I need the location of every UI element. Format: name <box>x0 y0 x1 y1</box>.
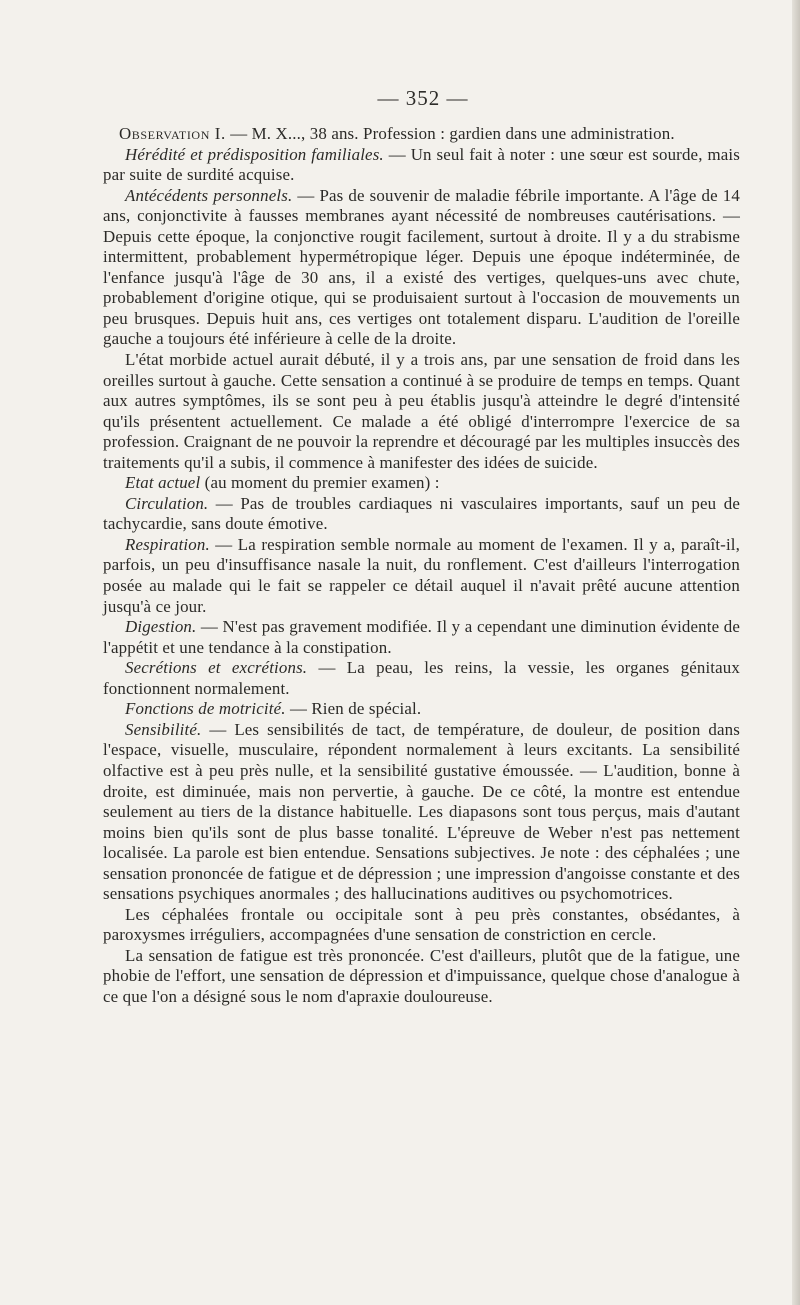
respiration-heading: Respiration. <box>125 534 210 554</box>
cephalees-text: Les céphalées frontale ou occipitale sont à peu près constantes, obsédantes, à paroxysmes irréguliers, accompagnées d'une sensation de constriction en cercle. <box>103 904 740 945</box>
sensibilite-text: — Les sensibilités de tact, de température, de douleur, de position dans l'espace, visuelle, musculaire, répondent normalement à leurs excitants. La sensibilité olfactive est à peu près nulle, et la sensibilité gustative émoussée. — L'audition, bonne à droite, est diminuée, mais non pervertie, à gauche. De ce côté, la montre est entendue seulement au tiers de la distance habituelle. Les diapasons sont tous perçus, mais d'autant moins bien qu'ils sont de plus basse tonalité. L'épreuve de Weber n'est pas nettement localisée. La parole est bien entendue. Sensations subjectives. Je note : des céphalées ; une sensation prononcée de fatigue et de dépression ; une impression d'angoisse constante et des sensations psychiques anormales ; des hallucinations auditives ou psychomotrices. <box>103 719 740 904</box>
paragraph-etat-morbide <box>103 350 740 473</box>
circulation-text: — Pas de troubles cardiaques ni vasculaires importants, sauf un peu de tachycardie, sans doute émotive. <box>103 493 740 534</box>
antecedents-heading: Antécédents personnels. <box>125 185 293 205</box>
paragraph-heredite <box>103 145 740 186</box>
paragraph-etat-actuel <box>103 473 740 494</box>
motricite-heading: Fonctions de motricité. <box>125 699 286 719</box>
sensibilite-heading: Sensibilité. <box>125 719 202 739</box>
heredite-heading: Hérédité et prédisposition familiales. <box>125 144 384 164</box>
paragraph-cephalees <box>103 905 740 946</box>
body-text <box>103 124 740 1008</box>
paragraph-circulation <box>103 494 740 535</box>
respiration-text: — La respiration semble normale au moment de l'examen. Il y a, paraît-il, parfois, un peu d'insuffisance nasale la nuit, du ronflement. C'est d'ailleurs l'interrogation posée au malade qui le fait se rappeler ce détail auquel il n'avait prêté aucune attention jusqu'à ce jour. <box>103 534 740 616</box>
heredite-text: — Un seul fait à noter : une sœur est sourde, mais par suite de surdité acquise. <box>103 144 740 185</box>
circulation-heading: Circulation. <box>125 493 209 513</box>
paragraph-respiration <box>103 535 740 617</box>
paragraph-digestion <box>103 617 740 658</box>
antecedents-text: — Pas de souvenir de maladie fébrile importante. A l'âge de 14 ans, conjonctivite à fausses membranes ayant nécessité de nombreuses cautérisations. — Depuis cette époque, la conjonctive rougit facilement, surtout à droite. Il y a du strabisme intermittent, probablement hypermétropique léger. Depuis une époque indéterminée, de l'enfance jusqu'à l'âge de 30 ans, il a existé des vertiges, quelques-uns avec chute, probablement d'origine otique, qui se produisaient surtout à l'occasion de mouvements un peu brusques. Depuis huit ans, ces vertiges ont totalement disparu. L'audition de l'oreille gauche a toujours été inférieure à celle de la droite. <box>103 185 741 349</box>
page-edge <box>792 0 800 1305</box>
paragraph-sensibilite <box>103 720 740 905</box>
secretions-text: — La peau, les reins, la vessie, les organes génitaux fonctionnent normalement. <box>103 658 740 698</box>
fatigue-text: La sensation de fatigue est très prononcée. C'est d'ailleurs, plutôt que de la fatigue, une phobie de l'effort, une sensation de dépression et d'impuissance, quelque chose d'analogue à ce que l'on a désigné sous le nom d'apraxie douloureuse. <box>103 945 740 1006</box>
digestion-heading: Digestion. <box>125 617 197 637</box>
motricite-text: — Rien de spécial. <box>285 699 422 719</box>
etat-actuel-heading: Etat actuel <box>125 473 201 493</box>
paragraph-observation <box>103 124 740 145</box>
observation-heading: Observation I. <box>119 124 226 143</box>
digestion-text: — N'est pas gravement modifiée. Il y a cependant une diminution évidente de l'appétit et une tendance à la constipation. <box>103 617 740 657</box>
paragraph-motricite <box>103 699 740 720</box>
observation-text: — M. X..., 38 ans. Profession : gardien dans une administration. <box>225 124 675 143</box>
secretions-heading: Secrétions et excrétions. <box>125 658 308 678</box>
paragraph-secretions <box>103 658 740 699</box>
etat-actuel-text: (au moment du premier examen) : <box>200 473 440 493</box>
paragraph-antecedents <box>103 186 740 350</box>
page-number: — 352 — <box>377 86 469 110</box>
etat-morbide-text: L'état morbide actuel aurait débuté, il y a trois ans, par une sensation de froid dans les oreilles surtout à gauche. Cette sensation a continué à se produire de temps en temps. Quant aux autres symptômes, ils se sont peu à peu établis jusqu'à atteindre le degré d'intensité qu'ils présentent actuellement. Ce malade a été obligé d'interrompre l'exercice de sa profession. Craignant de ne pouvoir la reprendre et découragé par les multiples insuccès des traitements qu'il a subis, il commence à manifester des idées de suicide. <box>103 350 740 472</box>
paragraph-fatigue <box>103 946 740 1008</box>
